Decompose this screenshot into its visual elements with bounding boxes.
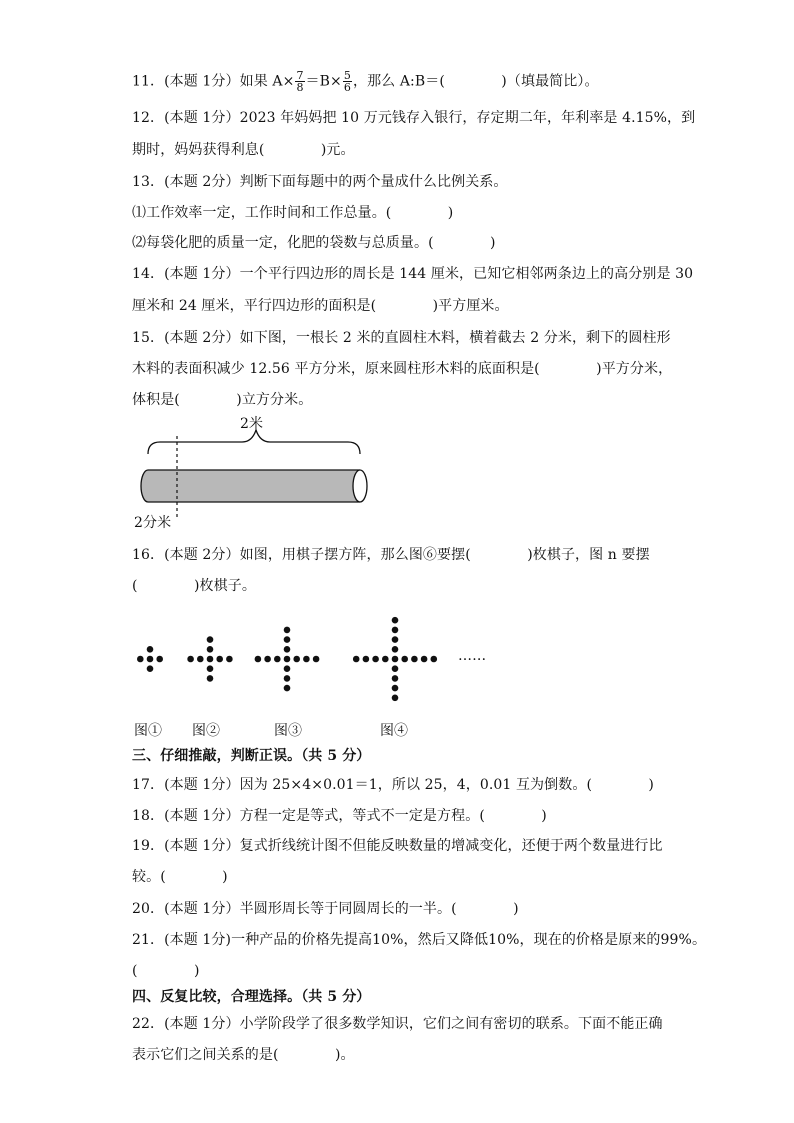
chess-piece (303, 656, 310, 663)
q13-line1: 13．(本题 2分）判断下面每题中的两个量成什么比例关系。 (132, 174, 508, 190)
chess-piece (264, 656, 271, 663)
question-20: 20．(本题 1分）半圆形周长等于同圆周长的一半。( ) (132, 901, 519, 917)
caption-figure-4: 图④ (380, 723, 408, 739)
fraction-denominator: 6 (343, 81, 351, 94)
q19-line1: 19．(本题 1分）复式折线统计图不但能反映数量的增减变化，还便于两个数量进行比 (132, 838, 663, 854)
caption-figure-1: 图① (134, 723, 162, 739)
q11-suffix: ，那么 A:B＝( )（填最简比）。 (352, 73, 599, 90)
chess-piece (392, 617, 399, 624)
caption-figure-2: 图② (192, 723, 220, 739)
fraction-numerator: 5 (343, 69, 351, 82)
q14-line1: 14．(本题 1分）一个平行四边形的周长是 144 厘米，已知它相邻两条边上的高分别是 30 (132, 266, 694, 282)
chess-piece (156, 656, 163, 663)
chess-piece (392, 675, 399, 682)
chess-piece (372, 656, 379, 663)
chess-piece (392, 646, 399, 653)
cylinder-body (148, 470, 360, 502)
question-18: 18．(本题 1分）方程一定是等式，等式不一定是方程。( ) (132, 808, 547, 824)
chess-piece (207, 675, 214, 682)
cylinder-left-end (141, 470, 148, 502)
q15-line1: 15．(本题 2分）如下图，一根长 2 米的直圆柱木料，横着截去 2 分米，剩下的圆柱形 (132, 330, 671, 346)
q15-line3: 体积是( )立方分米。 (132, 392, 313, 408)
chess-piece (207, 636, 214, 643)
q19-line2: 较。( ) (132, 869, 228, 885)
chess-piece (392, 665, 399, 672)
chess-piece (382, 656, 389, 663)
figure-1-cross (137, 646, 163, 672)
chess-piece (284, 646, 291, 653)
chess-piece (226, 656, 233, 663)
q11-prefix: 11．(本题 1分）如果 A× (132, 73, 295, 90)
fraction-denominator: 8 (296, 81, 304, 94)
chess-piece (401, 656, 408, 663)
length-label: 2米 (240, 416, 264, 432)
question-17: 17．(本题 1分）因为 25×4×0.01＝1，所以 25，4，0.01 互为倒数。( ) (132, 777, 654, 793)
q16-line2: ( )枚棋子。 (132, 578, 256, 594)
chess-piece (284, 685, 291, 692)
chess-piece (313, 656, 320, 663)
ellipsis: …… (458, 648, 487, 664)
chess-pattern-figure (130, 604, 490, 714)
q12-line2: 期时，妈妈获得利息( )元。 (132, 142, 355, 158)
section-3-heading: 三、仔细推敲，判断正误。（共 5 分） (132, 748, 371, 764)
section-4-heading: 四、反复比较，合理选择。（共 5 分） (132, 989, 371, 1005)
caption-figure-3: 图③ (274, 723, 302, 739)
chess-piece (363, 656, 370, 663)
fraction-numerator: 7 (296, 69, 304, 82)
chess-piece (392, 636, 399, 643)
chess-piece (392, 656, 399, 663)
chess-piece (255, 656, 262, 663)
q22-line2: 表示它们之间关系的是( )。 (132, 1047, 355, 1063)
question-11 (132, 70, 599, 93)
chess-piece (197, 656, 204, 663)
q16-line1: 16．(本题 2分）如图，用棋子摆方阵，那么图⑥要摆( )枚棋子，图 n 要摆 (132, 547, 650, 563)
chess-piece (284, 656, 291, 663)
q13-sub2: ⑵每袋化肥的质量一定，化肥的袋数与总质量。( ) (132, 235, 496, 251)
chess-piece (187, 656, 194, 663)
chess-piece (207, 646, 214, 653)
chess-piece (284, 665, 291, 672)
chess-piece (147, 665, 154, 672)
chess-piece (284, 675, 291, 682)
chess-piece (284, 636, 291, 643)
chess-piece (411, 656, 418, 663)
chess-piece (274, 656, 281, 663)
chess-piece (216, 656, 223, 663)
figure-2-cross (187, 636, 232, 681)
q15-line2: 木料的表面积减少 12.56 平方分米，原来圆柱形木料的底面积是( )平方分米， (132, 361, 673, 377)
chess-piece (284, 627, 291, 634)
fraction-5-6 (343, 70, 352, 93)
q12-line1: 12．(本题 1分）2023 年妈妈把 10 万元钱存入银行，存定期二年，年利率是 4.15%，到 (132, 110, 696, 126)
q14-line2: 厘米和 24 厘米，平行四边形的面积是( )平方厘米。 (132, 298, 509, 314)
chess-piece (431, 656, 438, 663)
q21-line2: ( ) (132, 963, 200, 979)
chess-piece (392, 627, 399, 634)
q13-sub1: ⑴工作效率一定，工作时间和工作总量。( ) (132, 205, 454, 221)
chess-piece (293, 656, 300, 663)
chess-piece (147, 646, 154, 653)
chess-piece (392, 685, 399, 692)
chess-piece (137, 656, 144, 663)
cut-label: 2分米 (134, 515, 172, 531)
figure-3-cross (255, 627, 320, 692)
chess-piece (392, 695, 399, 702)
chess-piece (207, 665, 214, 672)
chess-piece (147, 656, 154, 663)
q11-mid: ＝B× (305, 73, 342, 90)
chess-piece (207, 656, 214, 663)
q21-line1: 21．(本题 1分)一种产品的价格先提高10%，然后又降低10%，现在的价格是原来的99%。 (132, 932, 707, 948)
q22-line1: 22．(本题 1分）小学阶段学了很多数学知识，它们之间有密切的联系。下面不能正确 (132, 1016, 663, 1032)
fraction-7-8 (295, 70, 304, 93)
chess-piece (421, 656, 428, 663)
cylinder-right-end (353, 470, 367, 502)
figure-4-cross (353, 617, 437, 701)
chess-piece (353, 656, 360, 663)
